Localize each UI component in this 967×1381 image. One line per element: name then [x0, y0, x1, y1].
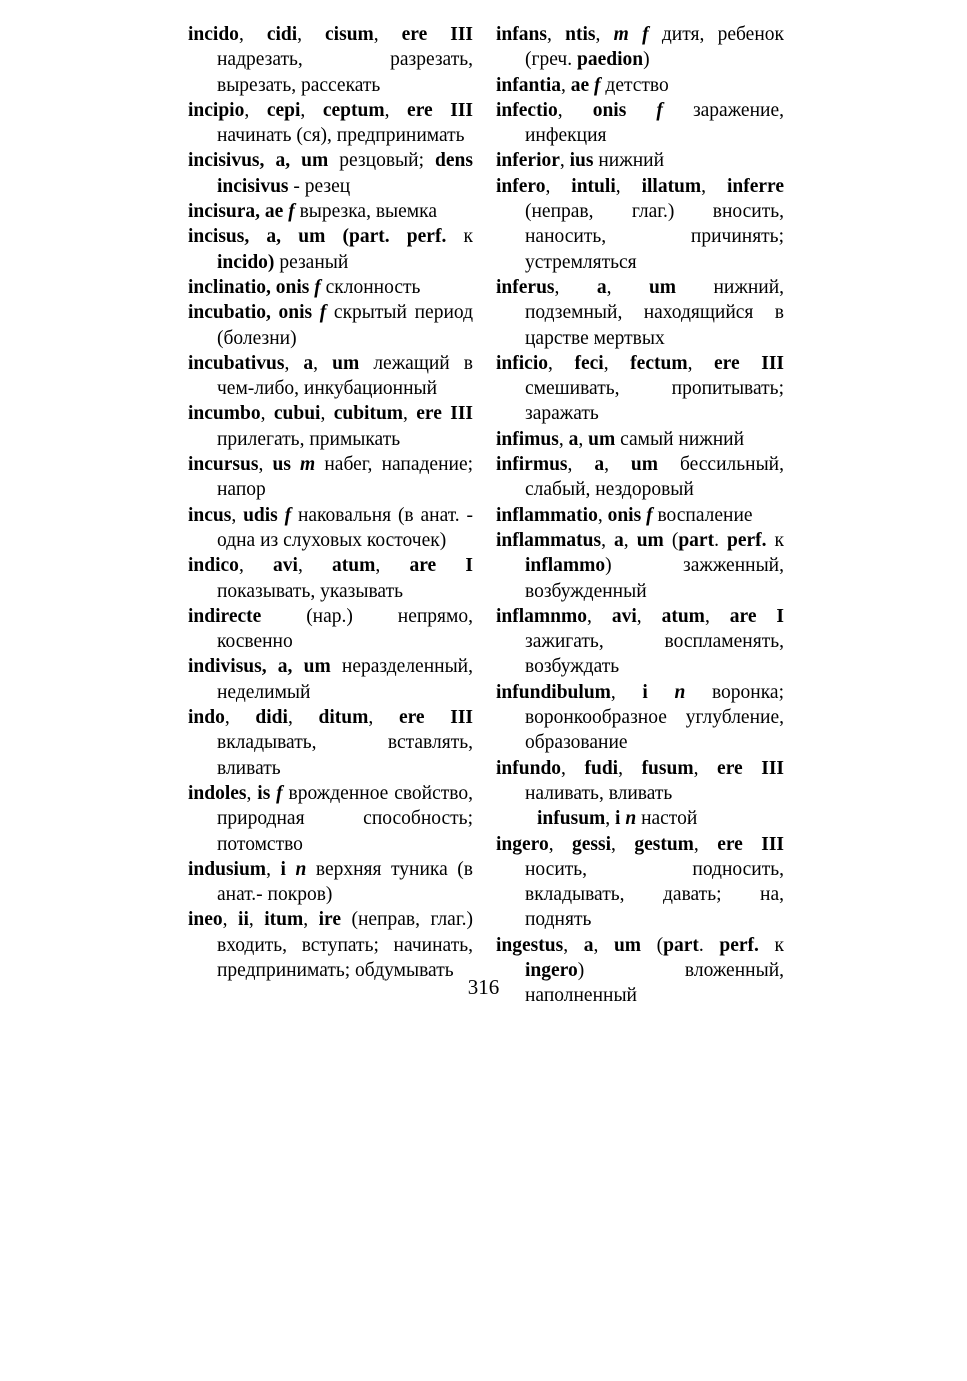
entry-term: atum [332, 555, 376, 577]
entry-text: , [623, 529, 637, 551]
entry-text: ) [643, 49, 650, 71]
entry-term: inferus [496, 276, 555, 298]
dictionary-entry [496, 503, 784, 528]
entry-text: , [567, 454, 595, 476]
entry-term: ere III [717, 757, 784, 779]
entry-text: , [222, 909, 239, 931]
entry-text: . [698, 934, 720, 956]
entry-text: к [446, 226, 473, 248]
entry-text: - резец [288, 175, 351, 197]
entry-term: ere III [717, 833, 784, 855]
entry-term: i [280, 858, 286, 880]
dictionary-entry [188, 553, 473, 604]
dictionary-entry [496, 73, 784, 98]
dictionary-entry [188, 452, 473, 503]
entry-text: ) вложенный, наполненный [525, 959, 784, 1007]
entry-term: ius [569, 150, 594, 172]
entry-text: , [373, 24, 402, 45]
entry-term: onis [607, 504, 642, 526]
entry-text: начинать (ся), предпринимать [217, 125, 465, 147]
entry-term: ere III [407, 99, 473, 121]
entry-text [291, 454, 300, 475]
entry-term: avi [611, 605, 637, 627]
entry-text: прилегать, примыкать [217, 428, 401, 450]
dictionary-entry [496, 351, 784, 427]
entry-term: us [272, 454, 291, 476]
entry-term: are I [729, 605, 785, 627]
entry-text: , [610, 681, 643, 703]
entry-term: ere III [401, 24, 474, 45]
entry-text: , [260, 403, 274, 425]
entry-term: illatum [641, 175, 702, 197]
entry-text: , [246, 782, 258, 804]
entry-term: infimus [496, 428, 559, 450]
entry-text: , [266, 858, 281, 880]
dictionary-entry [496, 275, 784, 351]
entry-text: , [561, 74, 571, 96]
entry-term: um [613, 934, 642, 956]
entry-text: склонность [320, 276, 421, 298]
entry-text: детство [600, 74, 669, 96]
entry-term: indusium [188, 858, 267, 880]
dictionary-entry [188, 98, 473, 149]
dictionary-entry [496, 174, 784, 275]
entry-term: a [303, 352, 314, 374]
dictionary-entry [188, 503, 473, 554]
entry-text: , [587, 605, 612, 627]
entry-term: part [678, 529, 715, 551]
entry-term: ere III [398, 707, 473, 729]
entry-text: скрытый период (болезни) [217, 302, 473, 349]
entry-text: , [605, 808, 616, 830]
entry-term: incisus, a, um (part. perf. [188, 226, 447, 248]
entry-text: неразделенный, неделимый [217, 656, 473, 703]
entry-term: incubatio, onis [188, 302, 313, 324]
entry-text: . [714, 529, 727, 551]
dictionary-entry [188, 907, 473, 983]
dictionary-entry [496, 604, 784, 680]
entry-text: , [548, 352, 575, 374]
entry-term: perf. [719, 934, 759, 956]
entry-text: воронка; воронкообразное углубление, образование [525, 681, 784, 754]
entry-text: настой [636, 808, 698, 830]
entry-text: носить, подносить, вкладывать, давать; на, поднять [525, 858, 784, 931]
entry-text: , [313, 352, 333, 374]
entry-term: ae [570, 74, 590, 96]
dictionary-entry [188, 22, 473, 98]
grammar-mark: n [295, 858, 307, 880]
entry-term: ceptum [322, 99, 385, 121]
entry-term: ineo [188, 909, 223, 931]
entry-text: ( [663, 529, 679, 551]
entry-term: atum [661, 605, 705, 627]
entry-term: infirmus [496, 454, 568, 476]
entry-text: показывать, указывать [217, 580, 403, 602]
entry-text: бессильный, слабый, нездоровый [525, 454, 784, 501]
entry-term: incubativus [188, 352, 285, 374]
entry-term: ingero [525, 959, 578, 981]
entry-term: ere III [714, 352, 784, 374]
page-number: 316 [467, 975, 500, 999]
entry-term: itum [264, 909, 304, 931]
entry-term: infundibulum [496, 681, 611, 703]
grammar-mark: f [284, 504, 292, 526]
entry-text: , [559, 150, 570, 172]
entry-term: incursus [188, 454, 259, 476]
entry-term: inflammatio [496, 504, 598, 526]
entry-term: inferre [726, 175, 785, 197]
entry-term: fectum [630, 352, 688, 374]
entry-text: резцовый; [328, 150, 436, 172]
entry-term: indo [188, 707, 225, 729]
entry-term: incipio [188, 99, 245, 121]
entry-term: avi [273, 555, 298, 577]
entry-term: ingestus [496, 934, 564, 956]
entry-text: (нар.) непрямо, косвенно [217, 605, 473, 653]
entry-term: incisivus, a, um [188, 150, 329, 172]
entry-text: , [375, 555, 410, 577]
entry-term: ingero [496, 833, 549, 855]
dictionary-entry [188, 275, 473, 300]
dictionary-entry [188, 401, 473, 452]
entry-text: наливать, вливать [525, 782, 673, 804]
entry-text: , [704, 605, 730, 627]
entry-term: fudi [584, 757, 619, 779]
dictionary-entry [496, 756, 784, 807]
entry-text: , [557, 99, 593, 121]
dictionary-entry [496, 832, 784, 933]
entry-text: , [548, 833, 573, 855]
entry-text: лежащий в чем-либо, инкубационный [217, 352, 474, 400]
entry-text: , [595, 24, 614, 45]
dictionary-entry [188, 604, 473, 655]
right-column [496, 22, 784, 1009]
entry-term: inclinatio, onis [188, 276, 310, 298]
entry-term: inferior [496, 150, 560, 172]
entry-term: gessi [572, 833, 612, 855]
entry-text: , [287, 707, 319, 729]
entry-text: , [384, 99, 408, 121]
entry-term: fusum [641, 757, 694, 779]
entry-term: indivisus, a, um [188, 656, 331, 678]
entry-term: cepi [266, 99, 301, 121]
entry-term: ire [318, 909, 341, 931]
dictionary-entry [496, 680, 784, 756]
grammar-mark: f [276, 782, 283, 804]
entry-term: a [596, 276, 607, 298]
entry-text: , [687, 352, 715, 374]
dictionary-entry [188, 705, 473, 781]
entry-term: is [257, 782, 271, 804]
dictionary-entry [537, 806, 784, 831]
entry-term: um [630, 454, 659, 476]
entry-text: , [224, 707, 256, 729]
entry-term: inflamnmo [496, 605, 588, 627]
entry-term: cubui [273, 403, 321, 425]
entry-text: , [297, 555, 333, 577]
entry-text: надрезать, разрезать, вырезать, рассекать [217, 49, 473, 96]
entry-term: infectio [496, 99, 558, 121]
entry-term: cubitum [333, 403, 404, 425]
entry-text: , [701, 175, 727, 197]
grammar-mark: f [646, 504, 653, 526]
entry-term: feci [574, 352, 604, 374]
entry-term: udis [243, 504, 278, 526]
grammar-mark: n [674, 681, 686, 703]
entry-text: , [554, 276, 597, 298]
entry-text: , [244, 99, 267, 121]
entry-text [312, 302, 320, 323]
entry-term: ii [238, 909, 249, 931]
entry-term: infundo [496, 757, 562, 779]
entry-term: intuli [571, 175, 616, 197]
entry-text: , [258, 454, 273, 476]
entry-text [626, 100, 656, 121]
entry-term: cisum [325, 24, 374, 45]
entry-text: , [593, 934, 614, 956]
entry-text: нижний, подземный, находящийся в царстве мертвых [525, 276, 785, 349]
entry-text: (неправ, глаг.) вносить, наносить, причинять; устремляться [525, 201, 784, 273]
entry-term: dens incisivus [217, 150, 473, 197]
entry-text: вкладывать, вставлять, вливать [217, 732, 473, 779]
entry-text: нижний [593, 150, 665, 172]
entry-text: , [303, 909, 319, 931]
entry-term: infantia [496, 74, 562, 96]
entry-text: , [320, 403, 334, 425]
entry-term: incus [188, 504, 232, 526]
entry-term: infero [496, 175, 546, 197]
entry-text: самый нижний [615, 428, 745, 450]
entry-term: indirecte [188, 605, 262, 627]
entry-text: , [238, 24, 267, 45]
entry-term: um [332, 352, 360, 374]
entry-term: indico [188, 555, 239, 577]
grammar-mark: f [656, 99, 663, 121]
entry-text: , [611, 833, 635, 855]
entry-text: , [563, 934, 584, 956]
dictionary-entry [496, 22, 784, 73]
entry-term: indoles [188, 782, 247, 804]
entry-text: набег, нападение; напор [217, 454, 474, 501]
entry-term: ditum [318, 707, 369, 729]
entry-term: incido [188, 24, 239, 45]
entry-text: дитя, ребенок (греч. [525, 24, 784, 71]
entry-term: um [648, 276, 677, 298]
entry-term: a [583, 934, 594, 956]
entry-text: заражение, инфекция [525, 99, 784, 147]
grammar-mark: f [594, 74, 601, 96]
entry-text: ) зажженный, возбужденный [525, 555, 784, 602]
entry-term: a [568, 428, 579, 450]
entry-text: , [693, 833, 718, 855]
entry-text: смешивать, пропитывать; заражать [525, 378, 784, 425]
entry-term: a [614, 529, 624, 551]
entry-text: , [231, 504, 244, 526]
dictionary-entry [496, 427, 784, 452]
entry-text: воспаление [652, 504, 753, 526]
dictionary-entry [188, 654, 473, 705]
dictionary-entry [188, 351, 473, 402]
grammar-mark: n [625, 808, 637, 830]
entry-text: , [300, 99, 323, 121]
entry-term: incido) [217, 251, 275, 273]
entry-text [278, 505, 285, 526]
entry-term: i [642, 681, 648, 703]
entry-text: ( [641, 934, 664, 956]
entry-text [648, 682, 675, 703]
entry-text: к [766, 529, 785, 551]
entry-text: , [284, 352, 304, 374]
entry-text: , [603, 352, 631, 374]
entry-text: , [578, 428, 589, 450]
entry-text: , [561, 757, 585, 779]
entry-text: наковальня (в анат. - одна из слуховых косточек) [217, 504, 473, 551]
entry-text: к [758, 934, 785, 956]
grammar-mark: f [314, 276, 321, 298]
entry-term: didi [255, 707, 288, 729]
entry-text: , [248, 909, 265, 931]
entry-text: зажигать, воспламенять, возбуждать [525, 631, 784, 678]
entry-term: infusum [537, 808, 606, 830]
entry-text: , [601, 529, 615, 551]
entry-term: i [615, 808, 621, 830]
entry-text: , [403, 403, 417, 425]
entry-text: , [238, 555, 274, 577]
entry-term: inflammo [525, 555, 606, 577]
entry-text: вырезка, выемка [294, 201, 437, 223]
entry-term: part [663, 934, 699, 956]
entry-term: inflammatus [496, 529, 602, 551]
entry-text: , [618, 757, 642, 779]
dictionary-entry [496, 528, 784, 604]
entry-text: , [597, 504, 608, 526]
dictionary-entry [188, 781, 473, 857]
entry-text: резаный [274, 251, 349, 273]
entry-text: , [693, 757, 718, 779]
entry-term: are I [409, 555, 473, 577]
entry-term: gestum [634, 833, 694, 855]
entry-text: , [606, 276, 649, 298]
dictionary-entry [188, 857, 473, 908]
entry-term: perf. [726, 529, 767, 551]
dictionary-entry [188, 300, 473, 351]
entry-text: , [636, 605, 662, 627]
entry-text: , [604, 454, 631, 476]
dictionary-entry [496, 452, 784, 503]
entry-term: inficio [496, 352, 548, 374]
entry-term: a [594, 454, 605, 476]
entry-term: onis [592, 99, 627, 121]
grammar-mark: m f [613, 24, 649, 45]
entry-text: , [545, 175, 572, 197]
entry-text: , [368, 707, 399, 729]
entry-text: (неправ, глаг.) входить, вступать; начинать, предпринимать; обдумывать [217, 909, 474, 981]
grammar-mark: f [288, 201, 295, 223]
dictionary-entry [188, 199, 473, 224]
entry-term: um [588, 428, 616, 450]
entry-term: paedion [576, 49, 644, 71]
entry-term: incumbo [188, 403, 261, 425]
entry-term: incisura, ae [188, 201, 284, 223]
entry-term: infans [496, 24, 547, 45]
entry-text: , [297, 24, 326, 45]
entry-text: врожденное свойство, природная способность; потомство [217, 782, 473, 855]
entry-text: , [546, 24, 566, 45]
grammar-mark: m [300, 454, 316, 476]
grammar-mark: f [319, 302, 327, 324]
entry-term: cidi [266, 24, 298, 45]
entry-term: um [636, 529, 664, 551]
dictionary-entry [496, 148, 784, 173]
dictionary-entry [496, 98, 784, 149]
dictionary-entry [188, 224, 473, 275]
entry-text: , [615, 175, 642, 197]
left-column [188, 22, 473, 983]
entry-term: ere III [416, 403, 474, 425]
entry-text: , [558, 428, 569, 450]
entry-text: верхняя туника (в анат.- покров) [217, 858, 473, 906]
entry-term: ntis [565, 24, 596, 45]
dictionary-entry [188, 148, 473, 199]
